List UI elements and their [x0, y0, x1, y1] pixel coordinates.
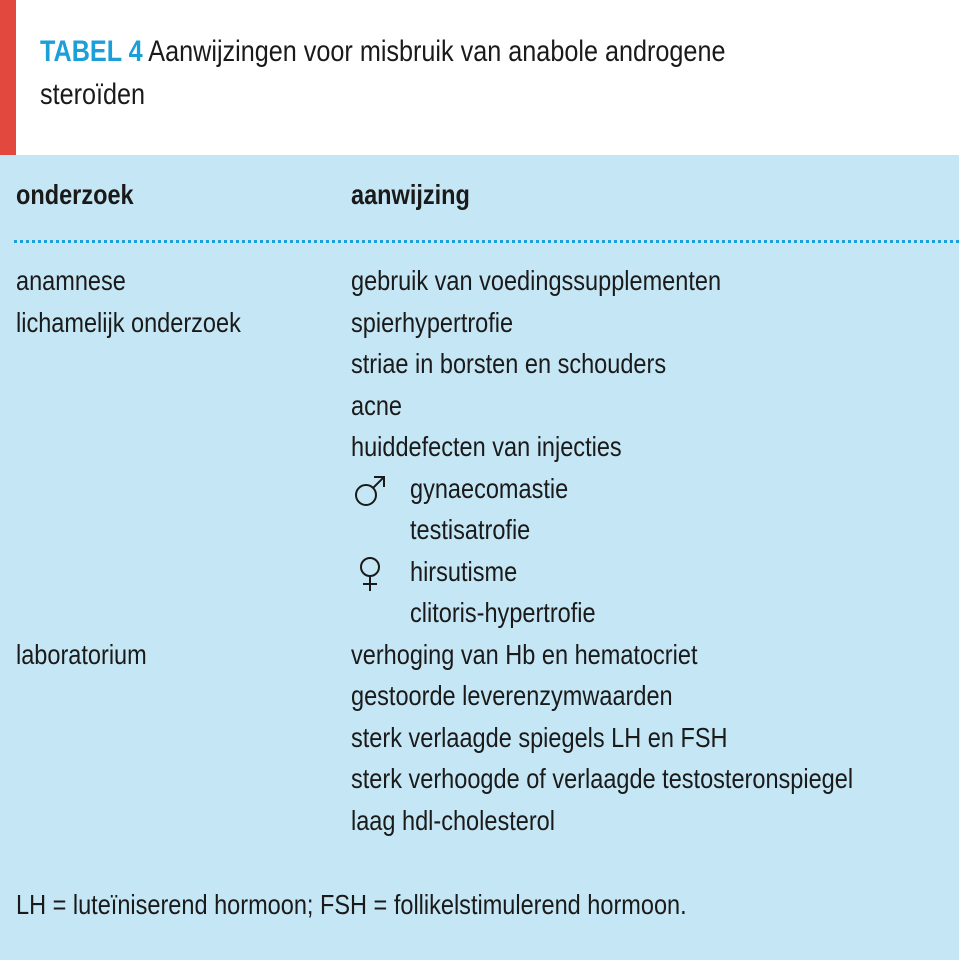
table-row	[0, 512, 959, 554]
cell-aanwijzing: laag hdl-cholesterol	[351, 805, 555, 836]
cell-aanwijzing: gebruik van voedingssupplementen	[351, 265, 722, 296]
table-row	[0, 720, 959, 762]
table-row	[0, 595, 959, 637]
table-number: TABEL 4	[40, 35, 143, 68]
title-text-line1: Aanwijzingen voor misbruik van anabole androgene	[148, 35, 726, 68]
cell-aanwijzing: sterk verhoogde of verlaagde testosteronspiegel	[351, 763, 854, 794]
male-sign-icon	[350, 471, 390, 511]
table-row	[0, 761, 959, 803]
table-row	[0, 388, 959, 430]
header-divider	[14, 240, 959, 243]
cell-onderzoek: lichamelijk onderzoek	[16, 307, 241, 338]
cell-aanwijzing: gestoorde leverenzymwaarden	[351, 680, 673, 711]
table-row	[0, 554, 959, 596]
cell-aanwijzing: gynaecomastie	[410, 473, 569, 504]
table-row	[0, 678, 959, 720]
table-footnote: LH = luteïniserend hormoon; FSH = follikelstimulerend hormoon.	[16, 889, 687, 920]
female-sign-icon	[350, 554, 390, 594]
table-row	[0, 637, 959, 679]
table-row	[0, 305, 959, 347]
cell-aanwijzing: striae in borsten en schouders	[351, 348, 667, 379]
cell-onderzoek: laboratorium	[16, 639, 147, 670]
cell-aanwijzing: acne	[351, 390, 403, 421]
cell-onderzoek: anamnese	[16, 265, 126, 296]
cell-aanwijzing: huiddefecten van injecties	[351, 431, 622, 462]
table-row	[0, 471, 959, 513]
cell-aanwijzing: testisatrofie	[410, 514, 531, 545]
table-panel	[0, 155, 959, 960]
table-title	[40, 30, 939, 116]
accent-bar	[0, 0, 16, 155]
table-row	[0, 346, 959, 388]
cell-aanwijzing: sterk verlaagde spiegels LH en FSH	[351, 722, 728, 753]
table-row	[0, 429, 959, 471]
cell-aanwijzing: verhoging van Hb en hematocriet	[351, 639, 698, 670]
table-row	[0, 803, 959, 845]
cell-aanwijzing: clitoris-hypertrofie	[410, 597, 596, 628]
cell-aanwijzing: spierhypertrofie	[351, 307, 514, 338]
column-header-aanwijzing: aanwijzing	[351, 179, 470, 210]
cell-aanwijzing: hirsutisme	[410, 556, 518, 587]
table-row	[0, 263, 959, 305]
title-text-line2: steroïden	[40, 78, 146, 111]
column-header-onderzoek: onderzoek	[16, 179, 134, 210]
